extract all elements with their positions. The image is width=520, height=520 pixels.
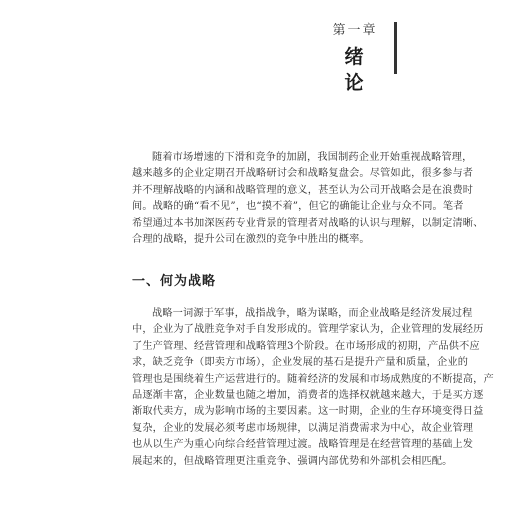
text-line: 品逐渐丰富，企业数量也随之增加，消费者的选择权就越来越大，于是买方逐 <box>132 389 484 401</box>
body-paragraph <box>132 306 494 470</box>
text-line: 展起来的，但战略管理更注重竞争、强调内部优势和外部机会相匹配。 <box>132 455 453 467</box>
text-line: 管理也是围绕着生产运营进行的。随着经济的发展和市场成熟度的不断提高，产 <box>132 373 494 385</box>
chapter-divider <box>394 22 397 74</box>
text-line: 中，企业为了战胜竞争对手自发形成的。管理学家认为，企业管理的发展经历 <box>132 324 484 336</box>
text-line: 并不理解战略的内涵和战略管理的意义，甚至认为公司开战略会是在浪费时 <box>132 184 474 196</box>
text-line: 求，缺乏竞争（即卖方市场），企业发展的基石是提升产量和质量，企业的 <box>132 357 469 369</box>
section-heading: 一、何为战略 <box>132 274 217 289</box>
text-line: 随着市场增速的下滑和竞争的加剧，我国制药企业开始重视战略管理， <box>152 152 473 163</box>
text-line: 复杂，企业的发展必须考虑市场规律，以满足消费需求为中心，故企业管理 <box>132 422 474 434</box>
text-line: 战略一词源于军事，战指战争，略为谋略，而企业战略是经济发展过程 <box>152 308 473 319</box>
text-line: 也从以生产为重心向综合经营管理过渡。战略管理是在经营管理的基础上发 <box>132 439 474 451</box>
text-line: 希望通过本书加深医药专业背景的管理者对战略的认识与理解，以制定清晰、 <box>132 217 484 229</box>
intro-paragraph <box>132 150 484 248</box>
text-line: 了生产管理、经营管理和战略管理3个阶段。在市场形成的初期，产品供不应 <box>132 340 480 352</box>
text-line: 渐取代卖方，成为影响市场的主要因素。这一时期，企业的生存环境变得日益 <box>132 406 484 418</box>
chapter-title-block <box>322 22 388 96</box>
chapter-title: 绪 论 <box>344 46 374 94</box>
text-line: 间。战略的确“看不见”，也“摸不着”，但它的确能让企业与众不同。笔者 <box>132 201 464 213</box>
chapter-label: 第一章 <box>332 23 378 38</box>
text-line: 合理的战略，提升公司在激烈的竞争中胜出的概率。 <box>132 233 370 245</box>
text-line: 越来越多的企业定期召开战略研讨会和战略复盘会。尽管如此，很多参与者 <box>132 168 474 180</box>
